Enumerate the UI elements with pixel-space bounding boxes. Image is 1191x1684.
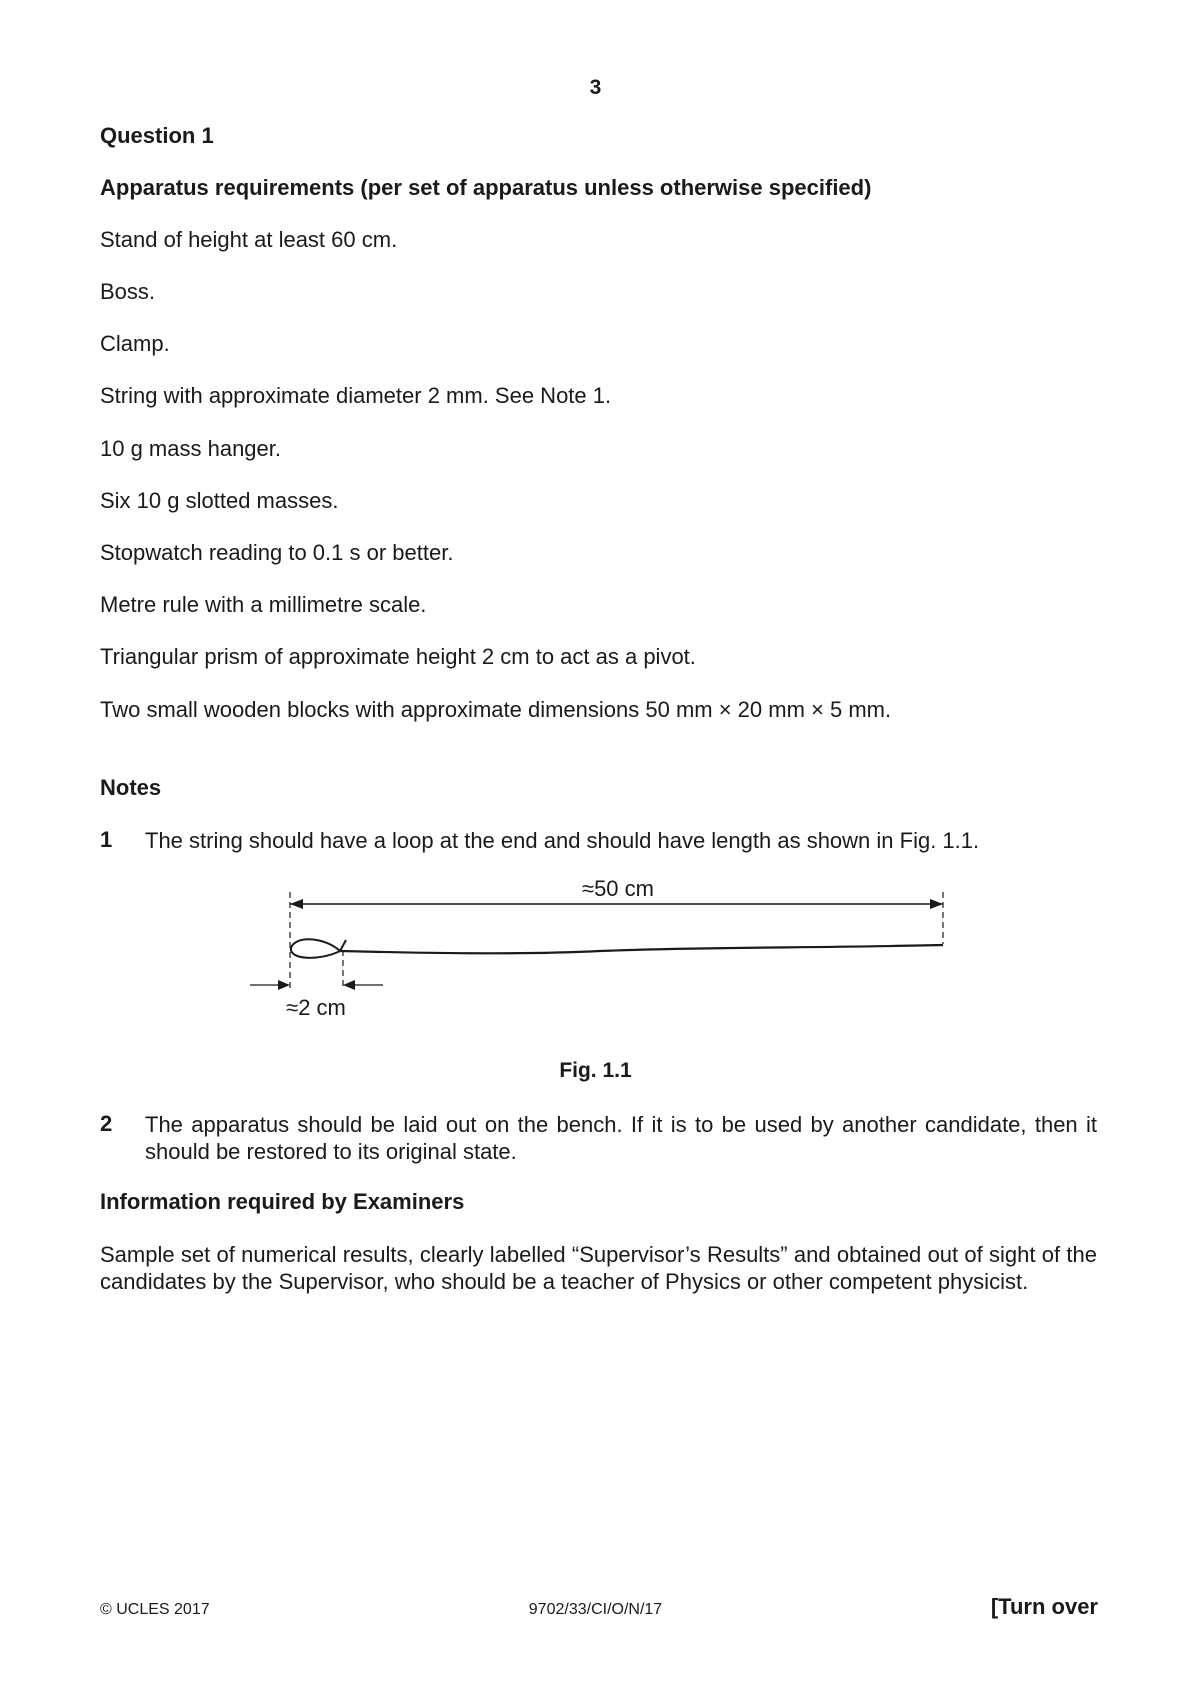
turn-over: [Turn over [990,1594,1098,1619]
document-code: 9702/33/CI/O/N/17 [528,1601,663,1618]
apparatus-item: Triangular prism of approximate height 2 cm to act as a pivot. [100,644,696,669]
apparatus-item: 10 g mass hanger. [100,436,282,461]
apparatus-item: Stand of height at least 60 cm. [100,227,398,252]
question-heading: Question 1 [100,123,214,148]
copyright: © UCLES 2017 [100,1601,210,1618]
info-heading: Information required by Examiners [100,1189,465,1214]
note-number: 1 [100,827,113,852]
apparatus-heading: Apparatus requirements (per set of apparatus unless otherwise specified) [100,175,872,200]
page-number: 3 [589,76,602,99]
figure-caption: Fig. 1.1 [559,1059,632,1082]
note-number: 2 [100,1111,113,1136]
note-text: The apparatus should be laid out on the bench. If it is to be used by another candidate, then it should be restored to its original state. [145,1112,1097,1164]
apparatus-item: String with approximate diameter 2 mm. See Note 1. [100,383,612,408]
apparatus-item: Clamp. [100,331,170,356]
notes-heading: Notes [100,775,162,800]
note-text: The string should have a loop at the end and should have length as shown in Fig. 1.1. [145,828,980,853]
info-paragraph: Sample set of numerical results, clearly labelled “Supervisor’s Results” and obtained out of sight of the candidates by the Supervisor, who should be a teacher of Physics or other competent physicist. [100,1242,1097,1294]
loop-label: ≈2 cm [286,995,346,1020]
apparatus-item: Stopwatch reading to 0.1 s or better. [100,540,454,565]
apparatus-item: Six 10 g slotted masses. [100,488,339,513]
apparatus-item: Two small wooden blocks with approximate dimensions 50 mm × 20 mm × 5 mm. [100,697,892,722]
length-label: ≈50 cm [582,876,654,901]
apparatus-item: Metre rule with a millimetre scale. [100,592,427,617]
apparatus-item: Boss. [100,279,156,304]
